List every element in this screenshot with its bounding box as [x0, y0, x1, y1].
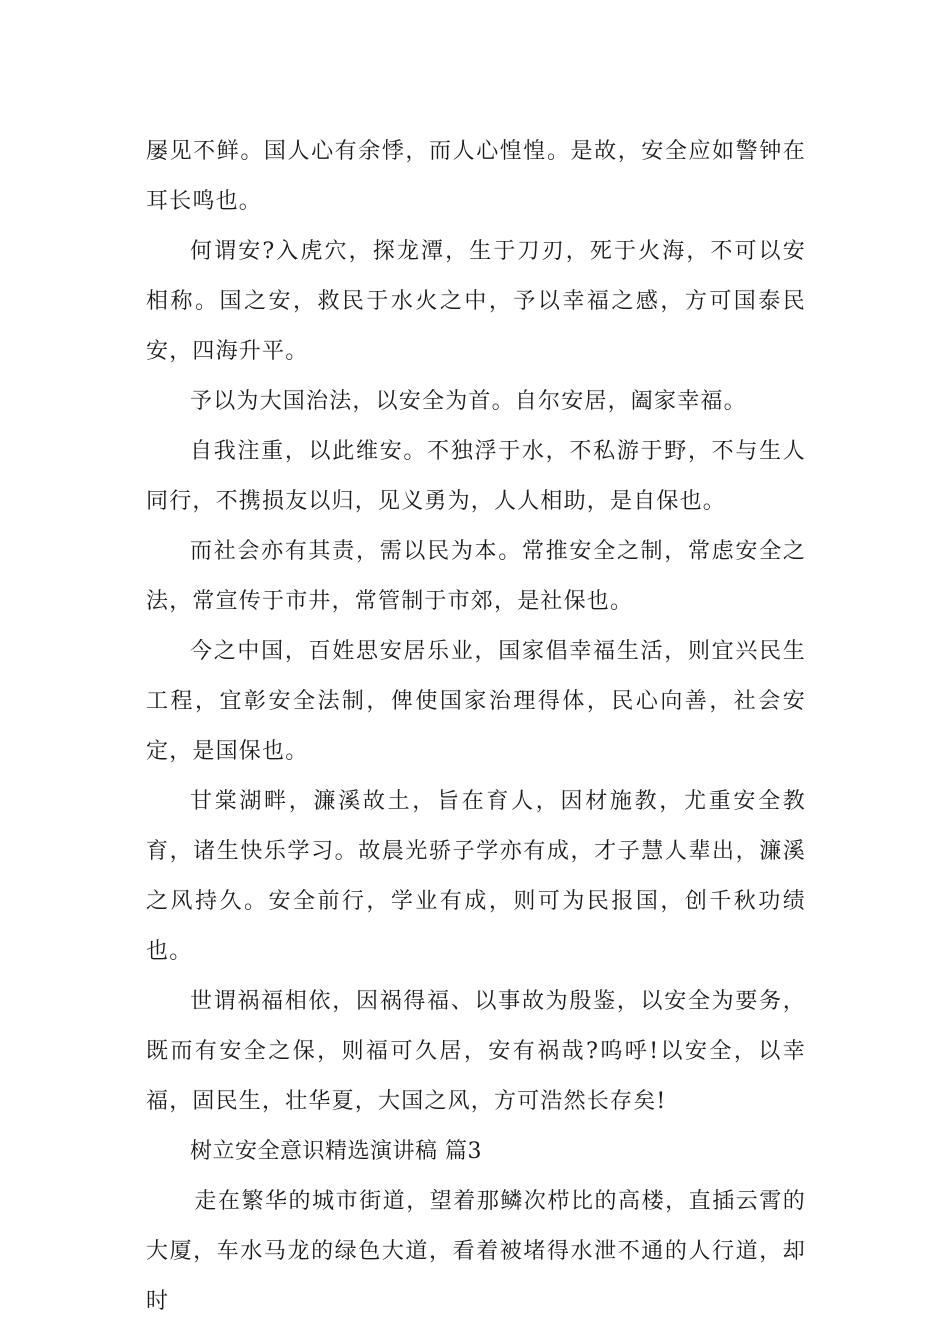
paragraph: 今之中国，百姓思安居乐业，国家倡幸福生活，则宜兴民生工程，宜彰安全法制，俾使国家治理得体，民心向善，社会安定，是国保也。: [146, 639, 806, 764]
paragraph: 走在繁华的城市街道，望着那鳞次栉比的高楼，直插云霄的大厦，车水马龙的绿色大道，看着被堵得水泄不通的人行道，却时: [146, 1189, 806, 1314]
paragraph: 自我注重，以此维安。不独浮于水，不私游于野，不与生人同行，不携损友以归，见义勇为，人人相助，是自保也。: [146, 439, 806, 514]
section-heading: 树立安全意识精选演讲稿 篇3: [190, 1139, 482, 1164]
paragraph-continued: 屡见不鲜。国人心有余悸，而人心惶惶。是故，安全应如警钟在耳长鸣也。: [146, 139, 806, 214]
paragraph: 甘棠湖畔，濂溪故土，旨在育人，因材施教，尤重安全教育，诸生快乐学习。故晨光骄子学亦有成，才子慧人辈出，濂溪之风持久。安全前行，学业有成，则可为民报国，创千秋功绩也。: [146, 789, 806, 964]
paragraph: 而社会亦有其责，需以民为本。常推安全之制，常虑安全之法，常宣传于市井，常管制于市郊，是社保也。: [146, 539, 806, 614]
paragraph: 世谓祸福相依，因祸得福、以事故为殷鉴，以安全为要务，既而有安全之保，则福可久居，安有祸哉?呜呼!以安全，以幸福，固民生，壮华夏，大国之风，方可浩然长存矣!: [146, 989, 806, 1114]
body-text: [146, 127, 806, 1327]
paragraph: 予以为大国治法，以安全为首。自尔安居，阖家幸福。: [190, 389, 747, 414]
paragraph: 何谓安?入虎穴，探龙潭，生于刀刃，死于火海，不可以安相称。国之安，救民于水火之中，予以幸福之感，方可国泰民安，四海升平。: [146, 239, 806, 364]
